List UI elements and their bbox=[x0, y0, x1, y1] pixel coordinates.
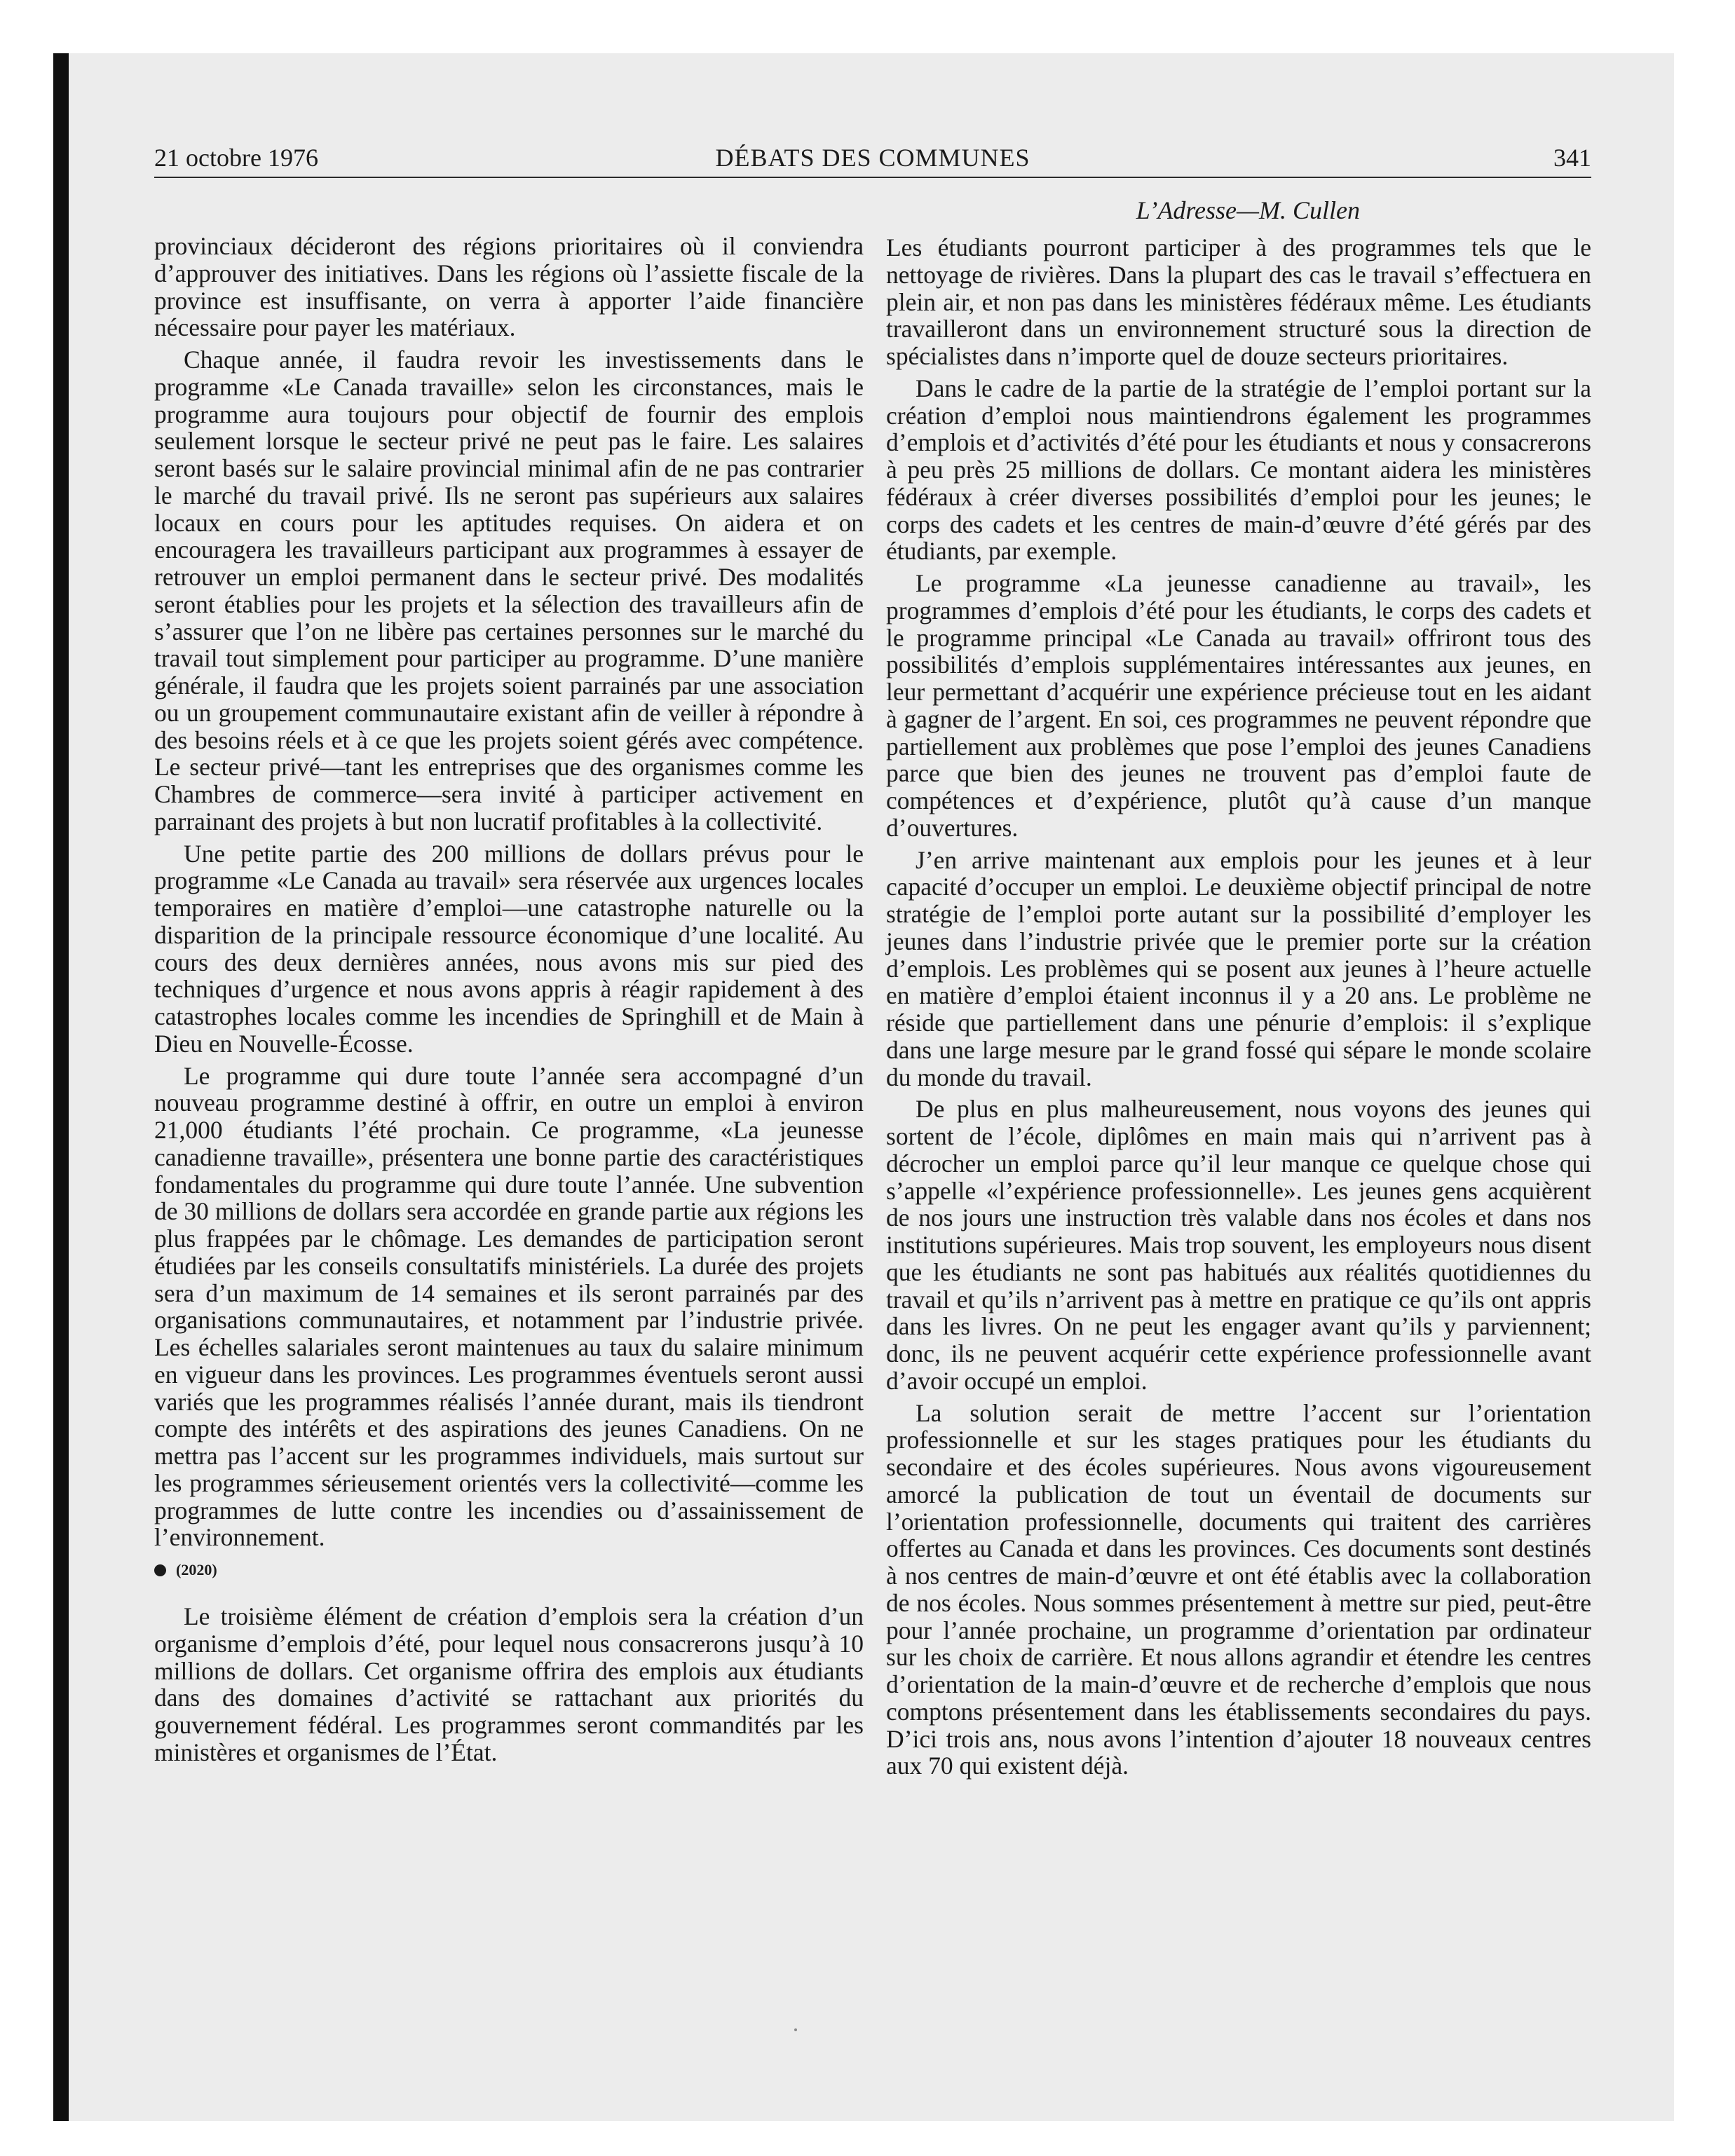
scan-speck bbox=[794, 2028, 797, 2031]
paragraph: Les étudiants pourront participer à des programmes tels que le nettoyage de rivières. Dans la plupart des cas le travail s’effectuera en plein air, et non pas dans les ministères fédéraux même. Les étudiants travailleront dans un environnement structuré sous la direction de spécialistes dans n’importe quel de douze secteurs prioritaires. bbox=[886, 233, 1591, 370]
paragraph: provinciaux décideront des régions prioritaires où il conviendra d’approuver des initiatives. Dans les régions où l’assiette fiscale de la province est insuffisante, on verra à apporter l’aide financière nécessaire pour payer les matériaux. bbox=[154, 232, 864, 342]
paragraph: J’en arrive maintenant aux emplois pour les jeunes et à leur capacité d’occuper un emploi. Le deuxième objectif principal de notre stratégie de l’emploi porte autant sur la possibilité d’employer les jeunes dans l’industrie privée que le premier porte sur la création d’emplois. Les problèmes qui se posent aux jeunes à l’heure actuelle en matière d’emploi étaient inconnus il y a 20 ans. Le problème ne réside que partiellement dans une pénurie d’emplois: il s’explique dans une large mesure par le grand fossé qui sépare le monde scolaire du monde du travail. bbox=[886, 845, 1591, 1091]
paragraph: Le programme «La jeunesse canadienne au travail», les programmes d’emplois d’été pour les étudiants, le corps des cadets et le programme principal «Le Canada au travail» offriront tous des possibilités d’emplois supplémentaires intéressantes aux jeunes, en leur permettant d’acquérir une expérience précieuse tout en les aidant à gagner de l’argent. En soi, ces programmes ne peuvent répondre que partiellement aux problèmes que pose l’emploi des jeunes Canadiens parce que bien des jeunes ne trouvent pas d’emploi faute de compétences et d’expérience, plutôt qu’à cause d’un manque d’ouvertures. bbox=[886, 569, 1591, 842]
paragraph: Une petite partie des 200 millions de dollars prévus pour le programme «Le Canada au travail» sera réservée aux urgences locales temporaires en matière d’emploi—une catastrophe naturelle ou la disparition de la principale ressource économique d’une localité. Au cours des deux dernières années, nous avons mis sur pied des techniques d’urgence et nous avons appris à réagir rapidement à des catastrophes locales comme les incendies de Springhill et de Main à Dieu en Nouvelle-Écosse. bbox=[154, 839, 864, 1058]
page-number: 341 bbox=[1553, 144, 1591, 172]
page-header bbox=[154, 140, 1591, 178]
bullet-icon bbox=[154, 1564, 166, 1576]
time-marker bbox=[154, 1560, 864, 1581]
paragraph: Chaque année, il faudra revoir les investissements dans le programme «Le Canada travaille» selon les circonstances, mais le programme aura toujours pour objectif de fournir des emplois seulement lorsque le secteur privé ne peut pas le faire. Les salaires seront basés sur le salaire provincial minimal afin de ne pas contrarier le marché du travail privé. Ils ne seront pas supérieurs aux salaires locaux en cours pour les aptitudes requises. On aidera et on encouragera les travailleurs participant aux programmes à essayer de retrouver un emploi permanent dans le secteur privé. Des modalités seront établies pour les projets et la sélection des travailleurs afin de s’assurer que l’on ne libère pas certaines personnes sur le marché du travail tout simplement pour participer au programme. D’une manière générale, il faudra que les projets soient parrainés par une association ou un groupement communautaire existant afin de veiller à répondre à des besoins réels et à ce que les projets soient gérés avec compétence. Le secteur privé—tant les entreprises que des organismes comme les Chambres de commerce—sera invité à participer activement en parrainant des projets à but non lucratif profitables à la collectivité. bbox=[154, 346, 864, 835]
left-column bbox=[154, 233, 864, 1771]
paragraph: Dans le cadre de la partie de la stratégie de l’emploi portant sur la création d’emploi nous maintiendrons également les programmes d’emplois et d’activités d’été pour les étudiants et nous y consacrerons à peu près 25 millions de dollars. Ce montant aidera les ministères fédéraux à créer diverses possibilités d’emploi pour les jeunes; le corps des cadets et les centres de main-d’œuvre d’été gérés par des étudiants, par exemple. bbox=[886, 374, 1591, 566]
time-marker-label: (2020) bbox=[176, 1561, 217, 1578]
paragraph: La solution serait de mettre l’accent sur l’orientation professionnelle et sur les stages pratiques pour les étudiants du secondaire et des écoles supérieures. Nous avons vigoureusement amorcé la publication de tout un éventail de documents sur l’orientation professionnelle, documents qui traitent des carrières offertes au Canada et dans les provinces. Ces documents sont destinés à nos centres de main-d’œuvre et ont été établis avec la collaboration de nos écoles. Nous sommes présentement à mettre sur pied, peut-être pour l’année prochaine, un programme d’orientation par ordinateur sur les choix de carrière. Et nous allons agrandir et étendre les centres d’orientation de la main-d’œuvre et de recherche d’emplois que nous comptons présentement dans les établissements secondaires du pays. D’ici trois ans, nous avons l’intention d’ajouter 18 nouveaux centres aux 70 qui existent déjà. bbox=[886, 1398, 1591, 1780]
paragraph: Le troisième élément de création d’emplois sera la création d’un organisme d’emplois d’été, pour lequel nous consacrerons jusqu’à 10 millions de dollars. Cet organisme offrira des emplois aux étudiants dans des domaines d’activité se rattachant aux priorités du gouvernement fédéral. Les programmes seront commandités par les ministères et organismes de l’État. bbox=[154, 1602, 864, 1766]
paragraph: Le programme qui dure toute l’année sera accompagné d’un nouveau programme destiné à offrir, en outre un emploi à environ 21,000 étudiants l’été prochain. Ce programme, «La jeunesse canadienne travaille», présentera une bonne partie des caractéristiques fondamentales du programme qui dure toute l’année. Une subvention de 30 millions de dollars sera accordée en grande partie aux régions les plus frappées par le chômage. Les demandes de participation seront étudiées par les conseils consultatifs ministériels. La durée des projets sera d’un maximum de 14 semaines et ils seront parrainés par des organisations communautaires, et notamment par l’industrie privée. Les échelles salariales seront maintenues au taux du salaire minimum en vigueur dans les provinces. Les programmes éventuels seront aussi variés que les programmes réalisés l’année durant, mais ils tiendront compte des intérêts et des aspirations des jeunes Canadiens. On ne mettra pas l’accent sur les programmes individuels, mais surtout sur les programmes sérieusement orientés vers la collectivité—comme les programmes de lutte contre les incendies ou d’assainissement de l’environnement. bbox=[154, 1061, 864, 1552]
paragraph: De plus en plus malheureusement, nous voyons des jeunes qui sortent de l’école, diplômes en main mais qui n’arrivent pas à décrocher un emploi parce qu’il leur manque ce quelque chose qui s’appelle «l’expérience professionnelle». Les jeunes gens acquièrent de nos jours une instruction très valable dans nos écoles et dans nos institutions supérieures. Mais trop souvent, les employeurs nous disent que les étudiants ne sont pas habitués aux réalités quotidiennes du travail et qu’ils n’arrivent pas à mettre en pratique ce qu’ils ont appris dans les livres. On ne peut les engager avant qu’ils y parviennent; donc, ils ne peuvent acquérir cette expérience professionnelle avant d’avoir occupé un emploi. bbox=[886, 1095, 1591, 1395]
running-head: L’Adresse—M. Cullen bbox=[1136, 196, 1360, 224]
right-column bbox=[886, 234, 1591, 1785]
scan-edge-bar bbox=[53, 53, 69, 2121]
header-title: DÉBATS DES COMMUNES bbox=[715, 144, 1030, 172]
header-date: 21 octobre 1976 bbox=[154, 144, 318, 172]
